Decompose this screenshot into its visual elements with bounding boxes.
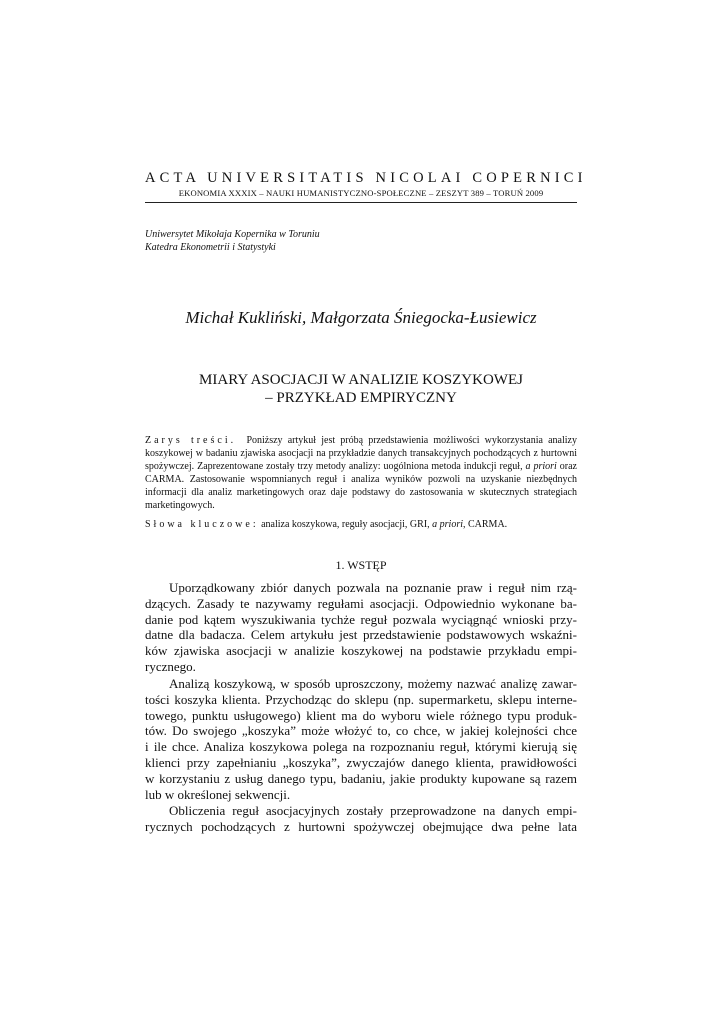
paragraph-line: ków zjawiska asocjacji w analizie koszykowej na podstawie przykładu empi- [145, 643, 577, 659]
paragraph-line: rycznego. [145, 658, 196, 674]
paper-title-line-2: – PRZYKŁAD EMPIRYCZNY [265, 390, 457, 406]
abstract-text-end: oraz CARMA. Zastosowanie wspomnianych reguł i analiza wyników pozwoli na uzyskanie niezbędnych informacji dla analiz marketingowych oraz daje podstawy do zastosowania w skutecznych strategiach marketingowych. [145, 461, 577, 512]
paragraph-line: towego, punktu usługowego) klient ma do wyboru wiele różnego typu produk- [145, 707, 577, 723]
keywords [145, 519, 577, 530]
keywords-text: analiza koszykowa, reguły asocjacji, GRI, [258, 519, 433, 530]
paragraph-line: Obliczenia reguł asocjacyjnych zostały przeprowadzone na danych empi- [169, 803, 577, 818]
abstract-italic: a priori [525, 461, 557, 473]
paragraph-line: tości koszyka klienta. Przychodząc do sklepu (np. supermarketu, sklepu interne- [145, 691, 577, 707]
paragraph-line: klienci przy zapełnianiu „koszyka”, zwyczajów danego klienta, prawidłowości [145, 754, 577, 770]
journal-title: ACTA UNIVERSITATIS NICOLAI COPERNICI [145, 170, 587, 186]
paragraph-line: Analizą koszykową, w sposób uproszczony, możemy nazwać analizę zawar- [169, 676, 577, 691]
keywords-italic: a priori [432, 519, 463, 530]
keywords-label: Słowa kluczowe: [145, 519, 259, 530]
abstract-text: Poniższy artykuł jest próbą przedstawienia możliwości wykorzystania analizy koszykowej w badaniu zjawiska asocjacji na przykładzie danych transakcyjnych pochodzących z hurtowni spożywczej. Zaprezentowane zostały trzy metody analizy: uogólniona metoda indukcji reguł, [145, 435, 577, 473]
paragraph-3 [145, 803, 577, 835]
paragraph-line: Uporządkowany zbiór danych pozwala na poznanie praw i reguł nim rzą- [169, 580, 577, 595]
paragraph-1 [145, 580, 577, 675]
paragraph-line: tów. Do swojego „koszyka” może włożyć to, co chce, w jakiej kolejności chce [145, 723, 577, 739]
affiliation-university: Uniwersytet Mikołaja Kopernika w Toruniu [145, 229, 320, 240]
paper-title-line-1: MIARY ASOCJACJI W ANALIZIE KOSZYKOWEJ [199, 372, 523, 388]
abstract-label: Zarys treści. [145, 435, 237, 446]
paragraph-line: dzących. Zasady te nazywamy regułami asocjacji. Odpowiednio wykonane ba- [145, 595, 577, 611]
paragraph-2 [145, 676, 577, 802]
paragraph-line: rycznych pochodzących z hurtowni spożywczej obejmujące dwa pełne lata [145, 818, 577, 834]
journal-subtitle: EKONOMIA XXXIX – NAUKI HUMANISTYCZNO-SPOŁECZNE – ZESZYT 389 – TORUŃ 2009 [178, 188, 544, 198]
paragraph-line: i ile chce. Analiza koszykowa polega na rozpoznaniu reguł, którymi kierują się [145, 739, 577, 755]
paragraph-line: lub w określonej sekwencji. [145, 786, 291, 802]
paragraph-line: w korzystaniu z usług danego typu, badaniu, jakie produkty kupowane są razem [145, 770, 577, 786]
header-rule [145, 202, 577, 203]
abstract [145, 434, 577, 513]
authors: Michał Kukliński, Małgorzata Śniegocka-Łusiewicz [185, 308, 537, 327]
section-heading: 1. WSTĘP [335, 558, 387, 572]
affiliation-department: Katedra Ekonometrii i Statystyki [145, 242, 276, 253]
keywords-text-end: , CARMA. [463, 519, 508, 530]
paragraph-line: danie pod kątem wyszukiwania tychże reguł pozwala wyciągnąć wnioski przy- [145, 611, 577, 627]
paragraph-line: datne dla badacza. Celem artykułu jest przedstawienie podstawowych wskaźni- [145, 627, 577, 643]
